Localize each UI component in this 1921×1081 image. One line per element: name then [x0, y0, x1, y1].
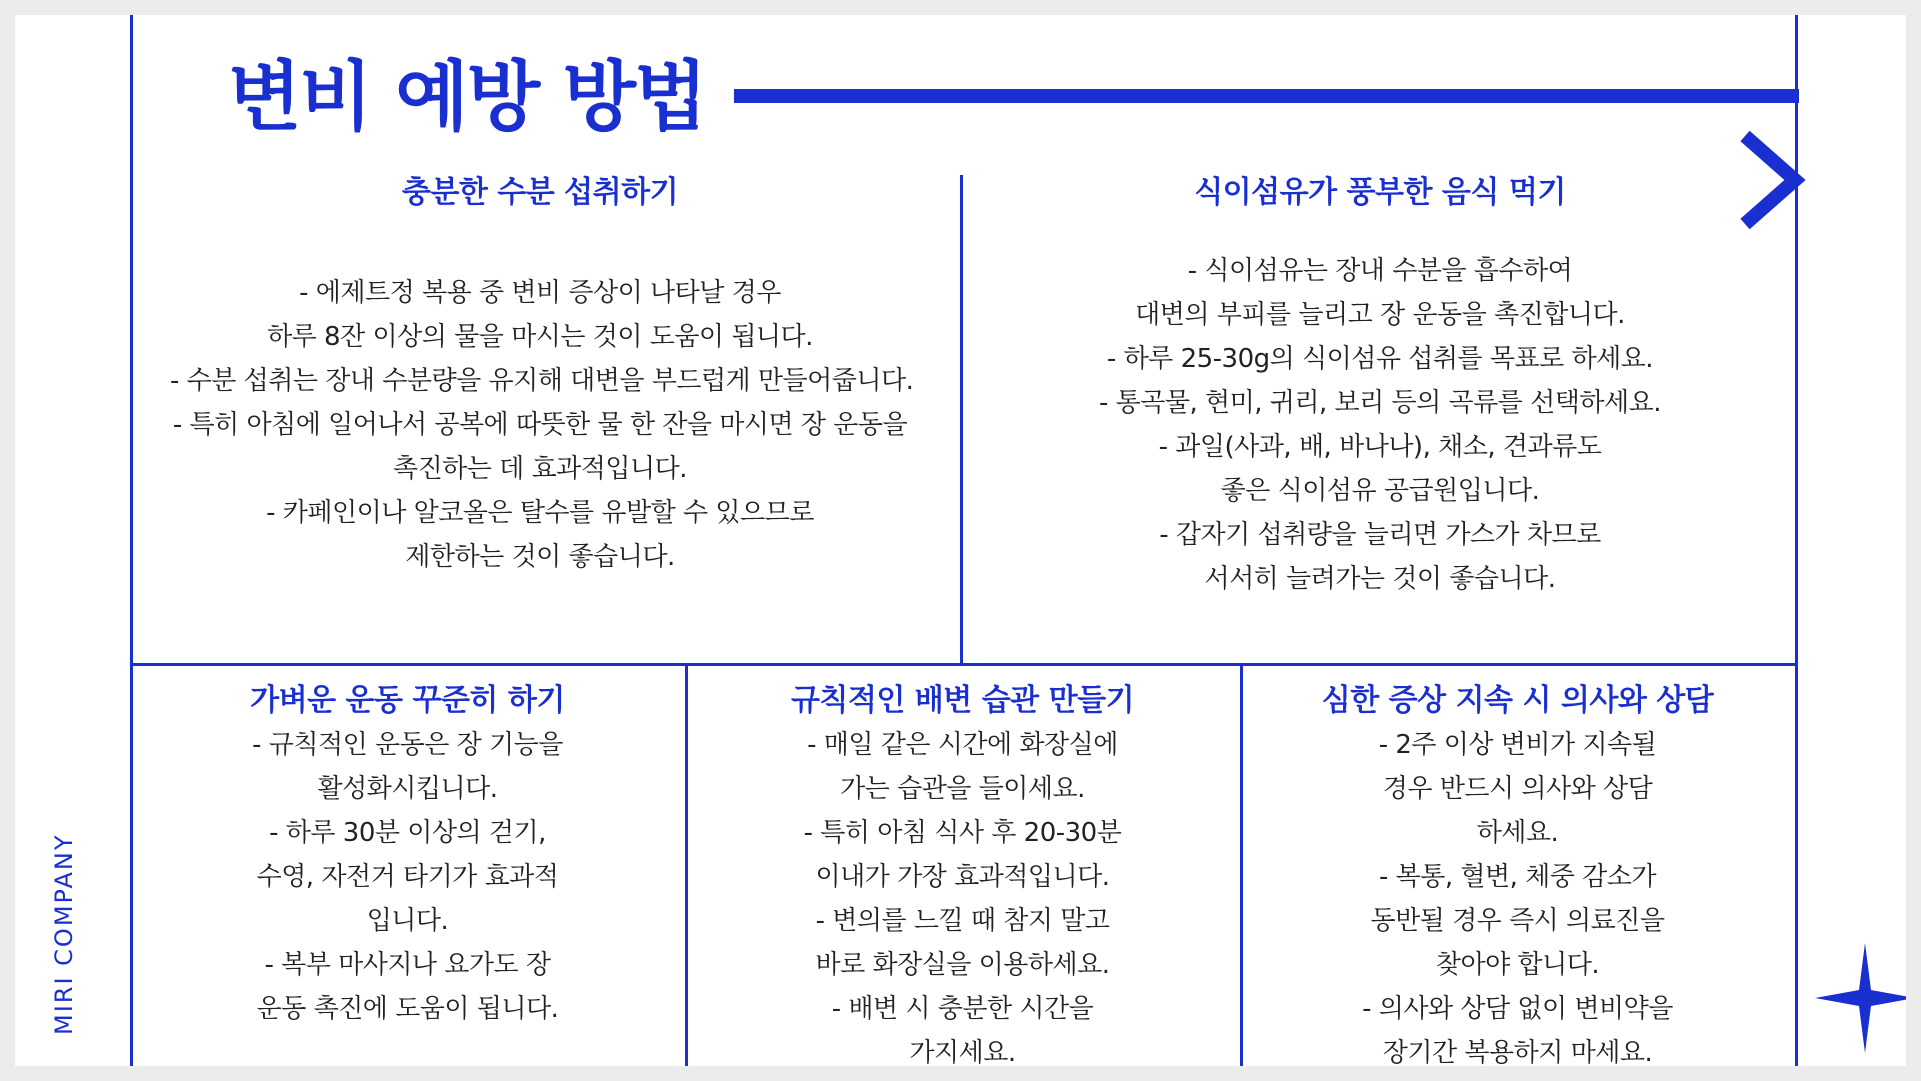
- body-line: - 규칙적인 운동은 장 기능을: [252, 730, 563, 760]
- section-body: [990, 249, 1770, 601]
- section-body: [170, 271, 914, 579]
- left-frame-line: [130, 15, 133, 1066]
- body-line: - 의사와 상담 없이 변비약을: [1362, 994, 1673, 1024]
- top-divider-line: [960, 175, 963, 665]
- body-line: 동반될 경우 즉시 의료진을: [1370, 906, 1665, 936]
- body-line: - 복통, 혈변, 체중 감소가: [1378, 862, 1656, 892]
- section-exercise: [145, 675, 670, 1031]
- body-line: - 복부 마사지나 요가도 장: [264, 950, 551, 980]
- body-line: - 배변 시 충분한 시간을: [831, 994, 1094, 1024]
- bottom-divider-line-1: [685, 663, 688, 1066]
- body-line: - 2주 이상 변비가 지속될: [1378, 730, 1657, 760]
- page-title: 변비 예방 방법: [228, 52, 706, 141]
- body-line: 이내가 가장 효과적입니다.: [815, 862, 1110, 892]
- body-line: 하세요.: [1476, 818, 1559, 848]
- section-doctor: [1255, 675, 1780, 1066]
- body-line: - 갑자기 섭취량을 늘리면 가스가 차므로: [1159, 520, 1601, 550]
- body-line: 좋은 식이섬유 공급원입니다.: [1220, 476, 1540, 506]
- section-bowel-habit: [700, 675, 1225, 1066]
- section-fiber: [990, 167, 1770, 601]
- body-line: - 하루 30분 이상의 걷기,: [269, 818, 546, 848]
- body-line: - 특히 아침 식사 후 20-30분: [803, 818, 1122, 848]
- section-hydration: [170, 167, 914, 579]
- body-line: - 에제트정 복용 중 변비 증상이 나타날 경우: [299, 278, 781, 308]
- middle-horizontal-line: [130, 663, 1798, 666]
- body-line: - 하루 25-30g의 식이섬유 섭취를 목표로 하세요.: [1106, 344, 1654, 374]
- body-line: 찾아야 합니다.: [1435, 950, 1600, 980]
- body-line: 가지세요.: [909, 1038, 1016, 1066]
- section-heading: 심한 증상 지속 시 의사와 상담: [1321, 683, 1714, 718]
- section-heading: 가벼운 운동 꾸준히 하기: [250, 683, 565, 718]
- body-line: 수영, 자전거 타기가 효과적: [256, 862, 559, 892]
- body-line: - 식이섬유는 장내 수분을 흡수하여: [1187, 256, 1573, 286]
- body-line: 촉진하는 데 효과적입니다.: [392, 454, 688, 484]
- body-line: 대변의 부피를 늘리고 장 운동을 촉진합니다.: [1135, 300, 1625, 330]
- body-line: 제한하는 것이 좋습니다.: [405, 542, 675, 572]
- body-line: - 매일 같은 시간에 화장실에: [807, 730, 1118, 760]
- body-line: - 카페인이나 알코올은 탈수를 유발할 수 있으므로: [266, 498, 814, 528]
- body-line: 활성화시킵니다.: [317, 774, 498, 804]
- body-line: 가는 습관을 들이세요.: [840, 774, 1085, 804]
- four-point-star-icon: [1815, 943, 1906, 1053]
- section-heading: 규칙적인 배변 습관 만들기: [790, 683, 1135, 718]
- body-line: 하루 8잔 이상의 물을 마시는 것이 도움이 됩니다.: [267, 322, 813, 352]
- body-line: 운동 촉진에 도움이 됩니다.: [256, 994, 559, 1024]
- body-line: - 특히 아침에 일어나서 공복에 따뜻한 물 한 잔을 마시면 장 운동을: [172, 410, 908, 440]
- section-heading: 식이섬유가 풍부한 음식 먹기: [1194, 175, 1566, 210]
- body-line: 서서히 늘려가는 것이 좋습니다.: [1204, 564, 1556, 594]
- body-line: 장기간 복용하지 마세요.: [1382, 1038, 1653, 1066]
- body-line: 입니다.: [366, 906, 449, 936]
- body-line: - 과일(사과, 배, 바나나), 채소, 견과류도: [1158, 432, 1602, 462]
- body-line: 바로 화장실을 이용하세요.: [815, 950, 1110, 980]
- brand-text: MIRI COMPANY: [50, 833, 78, 1035]
- section-body: [1255, 723, 1780, 1066]
- body-line: - 통곡물, 현미, 귀리, 보리 등의 곡류를 선택하세요.: [1099, 388, 1661, 418]
- title-underline-bar: [734, 89, 1799, 103]
- bottom-divider-line-2: [1240, 663, 1243, 1066]
- body-line: - 변의를 느낄 때 참지 말고: [815, 906, 1110, 936]
- body-line: 경우 반드시 의사와 상담: [1382, 774, 1653, 804]
- body-line: - 수분 섭취는 장내 수분량을 유지해 대변을 부드럽게 만들어줍니다.: [170, 366, 914, 396]
- section-body: [700, 723, 1225, 1066]
- section-body: [145, 723, 670, 1031]
- section-heading: 충분한 수분 섭취하기: [401, 175, 679, 210]
- slide: [15, 15, 1906, 1066]
